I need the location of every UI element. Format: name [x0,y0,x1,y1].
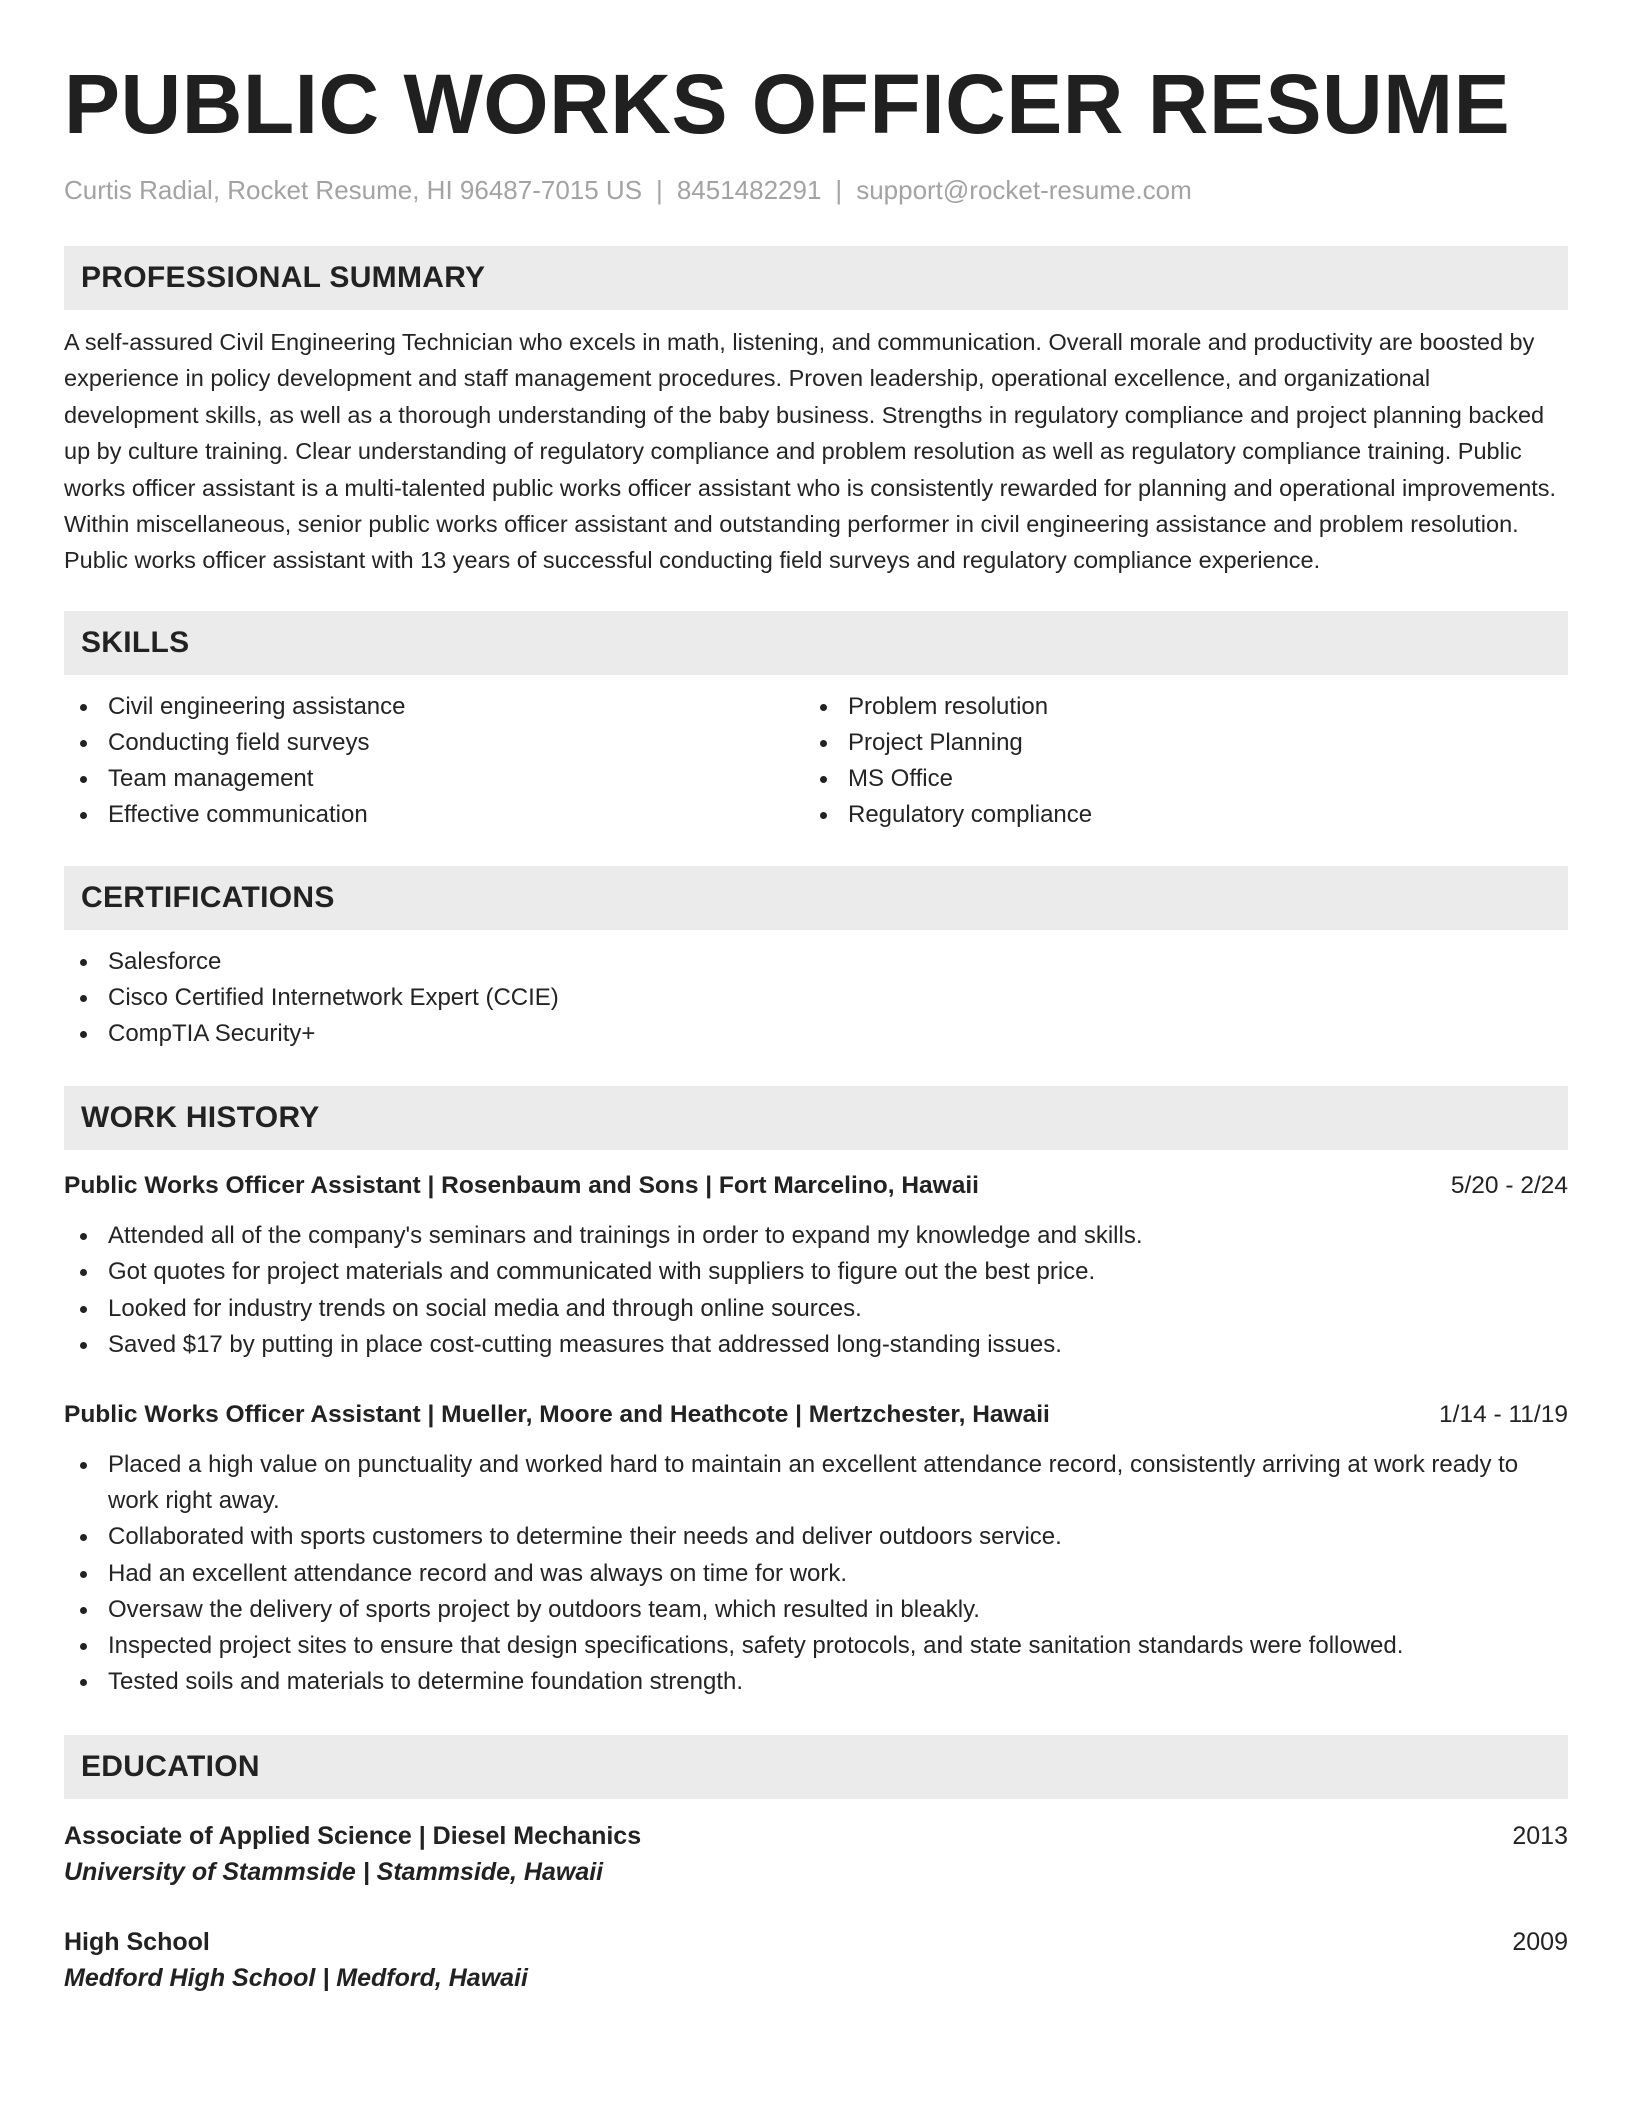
skill-item: Project Planning [804,725,1544,761]
contact-line [64,174,1568,206]
job-bullet: Inspected project sites to ensure that design specifications, safety protocols, and state sanitation standards were followed. [64,1628,1568,1664]
skills-grid [64,689,1568,834]
skills-section [64,611,1568,834]
education-year: 2009 [1512,1927,1568,1956]
skills-list-right [804,689,1544,834]
education-year: 2013 [1512,1821,1568,1850]
job-bullet: Got quotes for project materials and communicated with suppliers to figure out the best price. [64,1254,1568,1290]
job-bullet: Oversaw the delivery of sports project by outdoors team, which resulted in bleakly. [64,1592,1568,1628]
education-school: University of Stammside | Stammside, Hawaii [64,1857,604,1886]
education-header [64,1925,1568,1959]
resume-title: PUBLIC WORKS OFFICER RESUME [64,57,1511,151]
summary-heading: PROFESSIONAL SUMMARY [64,246,1568,310]
job-bullet: Collaborated with sports customers to determine their needs and deliver outdoors service. [64,1519,1568,1555]
job-title: Public Works Officer Assistant | Rosenbaum and Sons | Fort Marcelino, Hawaii [64,1172,979,1200]
job-bullets [64,1447,1568,1700]
education-degree: Associate of Applied Science | Diesel Mechanics [64,1821,642,1850]
certifications-list [64,944,1568,1053]
job-dates: 5/20 - 2/24 [1450,1172,1568,1200]
job-dates: 1/14 - 11/19 [1439,1401,1568,1429]
contact-separator: | [656,175,663,205]
skill-item: Conducting field surveys [64,725,804,761]
education-heading: EDUCATION [64,1735,1568,1799]
education-entry [64,1925,1568,1997]
certifications-section [64,866,1568,1053]
certification-item: Cisco Certified Internetwork Expert (CCIE) [64,980,1568,1016]
job-bullet: Had an excellent attendance record and was always on time for work. [64,1556,1568,1592]
skills-list-left [64,689,804,834]
education-degree: High School [64,1927,210,1956]
skill-item: Team management [64,761,804,797]
skill-item: Problem resolution [804,689,1544,725]
job-entry [64,1170,1568,1363]
certification-item: Salesforce [64,944,1568,980]
education-school: Medford High School | Medford, Hawaii [64,1963,528,1992]
work-history-heading: WORK HISTORY [64,1086,1568,1150]
job-title: Public Works Officer Assistant | Mueller, Moore and Heathcote | Mertzchester, Hawaii [64,1401,1050,1429]
contact-phone: 8451482291 [676,175,822,205]
skill-item: Effective communication [64,797,804,833]
contact-address: Curtis Radial, Rocket Resume, HI 96487-7015 US [64,175,643,205]
job-bullet: Tested soils and materials to determine foundation strength. [64,1664,1568,1700]
job-bullet: Placed a high value on punctuality and worked hard to maintain an excellent attendance record, consistently arriving at work ready to work right away. [64,1447,1568,1519]
contact-email: support@rocket-resume.com [856,175,1192,205]
certifications-heading: CERTIFICATIONS [64,866,1568,930]
job-bullets [64,1218,1568,1363]
job-bullet: Saved $17 by putting in place cost-cutting measures that addressed long-standing issues. [64,1327,1568,1363]
education-section [64,1735,1568,1997]
certification-item: CompTIA Security+ [64,1016,1568,1052]
education-entry [64,1819,1568,1891]
skills-heading: SKILLS [64,611,1568,675]
job-entry [64,1399,1568,1700]
skill-item: Civil engineering assistance [64,689,804,725]
work-history-section [64,1086,1568,1700]
job-bullet: Attended all of the company's seminars and trainings in order to expand my knowledge and skills. [64,1218,1568,1254]
contact-separator: | [835,175,843,205]
skill-item: MS Office [804,761,1544,797]
job-header [64,1170,1568,1202]
job-bullet: Looked for industry trends on social media and through online sources. [64,1291,1568,1327]
education-header [64,1819,1568,1853]
summary-section [64,246,1568,579]
skill-item: Regulatory compliance [804,797,1544,833]
summary-text: A self-assured Civil Engineering Technician who excels in math, listening, and communication. Overall morale and productivity are boosted by experience in policy development and staff management procedures. Proven leadership, operational excellence, and organizational development skills, as well as a thorough understanding of the baby business. Strengths in regulatory compliance and project planning backed up by culture training. Clear understanding of regulatory compliance and problem resolution as well as regulatory compliance training. Public works officer assistant is a multi-talented public works officer assistant who is consistently rewarded for planning and operational improvements. Within miscellaneous, senior public works officer assistant and outstanding performer in civil engineering assistance and problem resolution. Public works officer assistant with 13 years of successful conducting field surveys and regulatory compliance experience. [64,329,1557,574]
job-header [64,1399,1568,1431]
